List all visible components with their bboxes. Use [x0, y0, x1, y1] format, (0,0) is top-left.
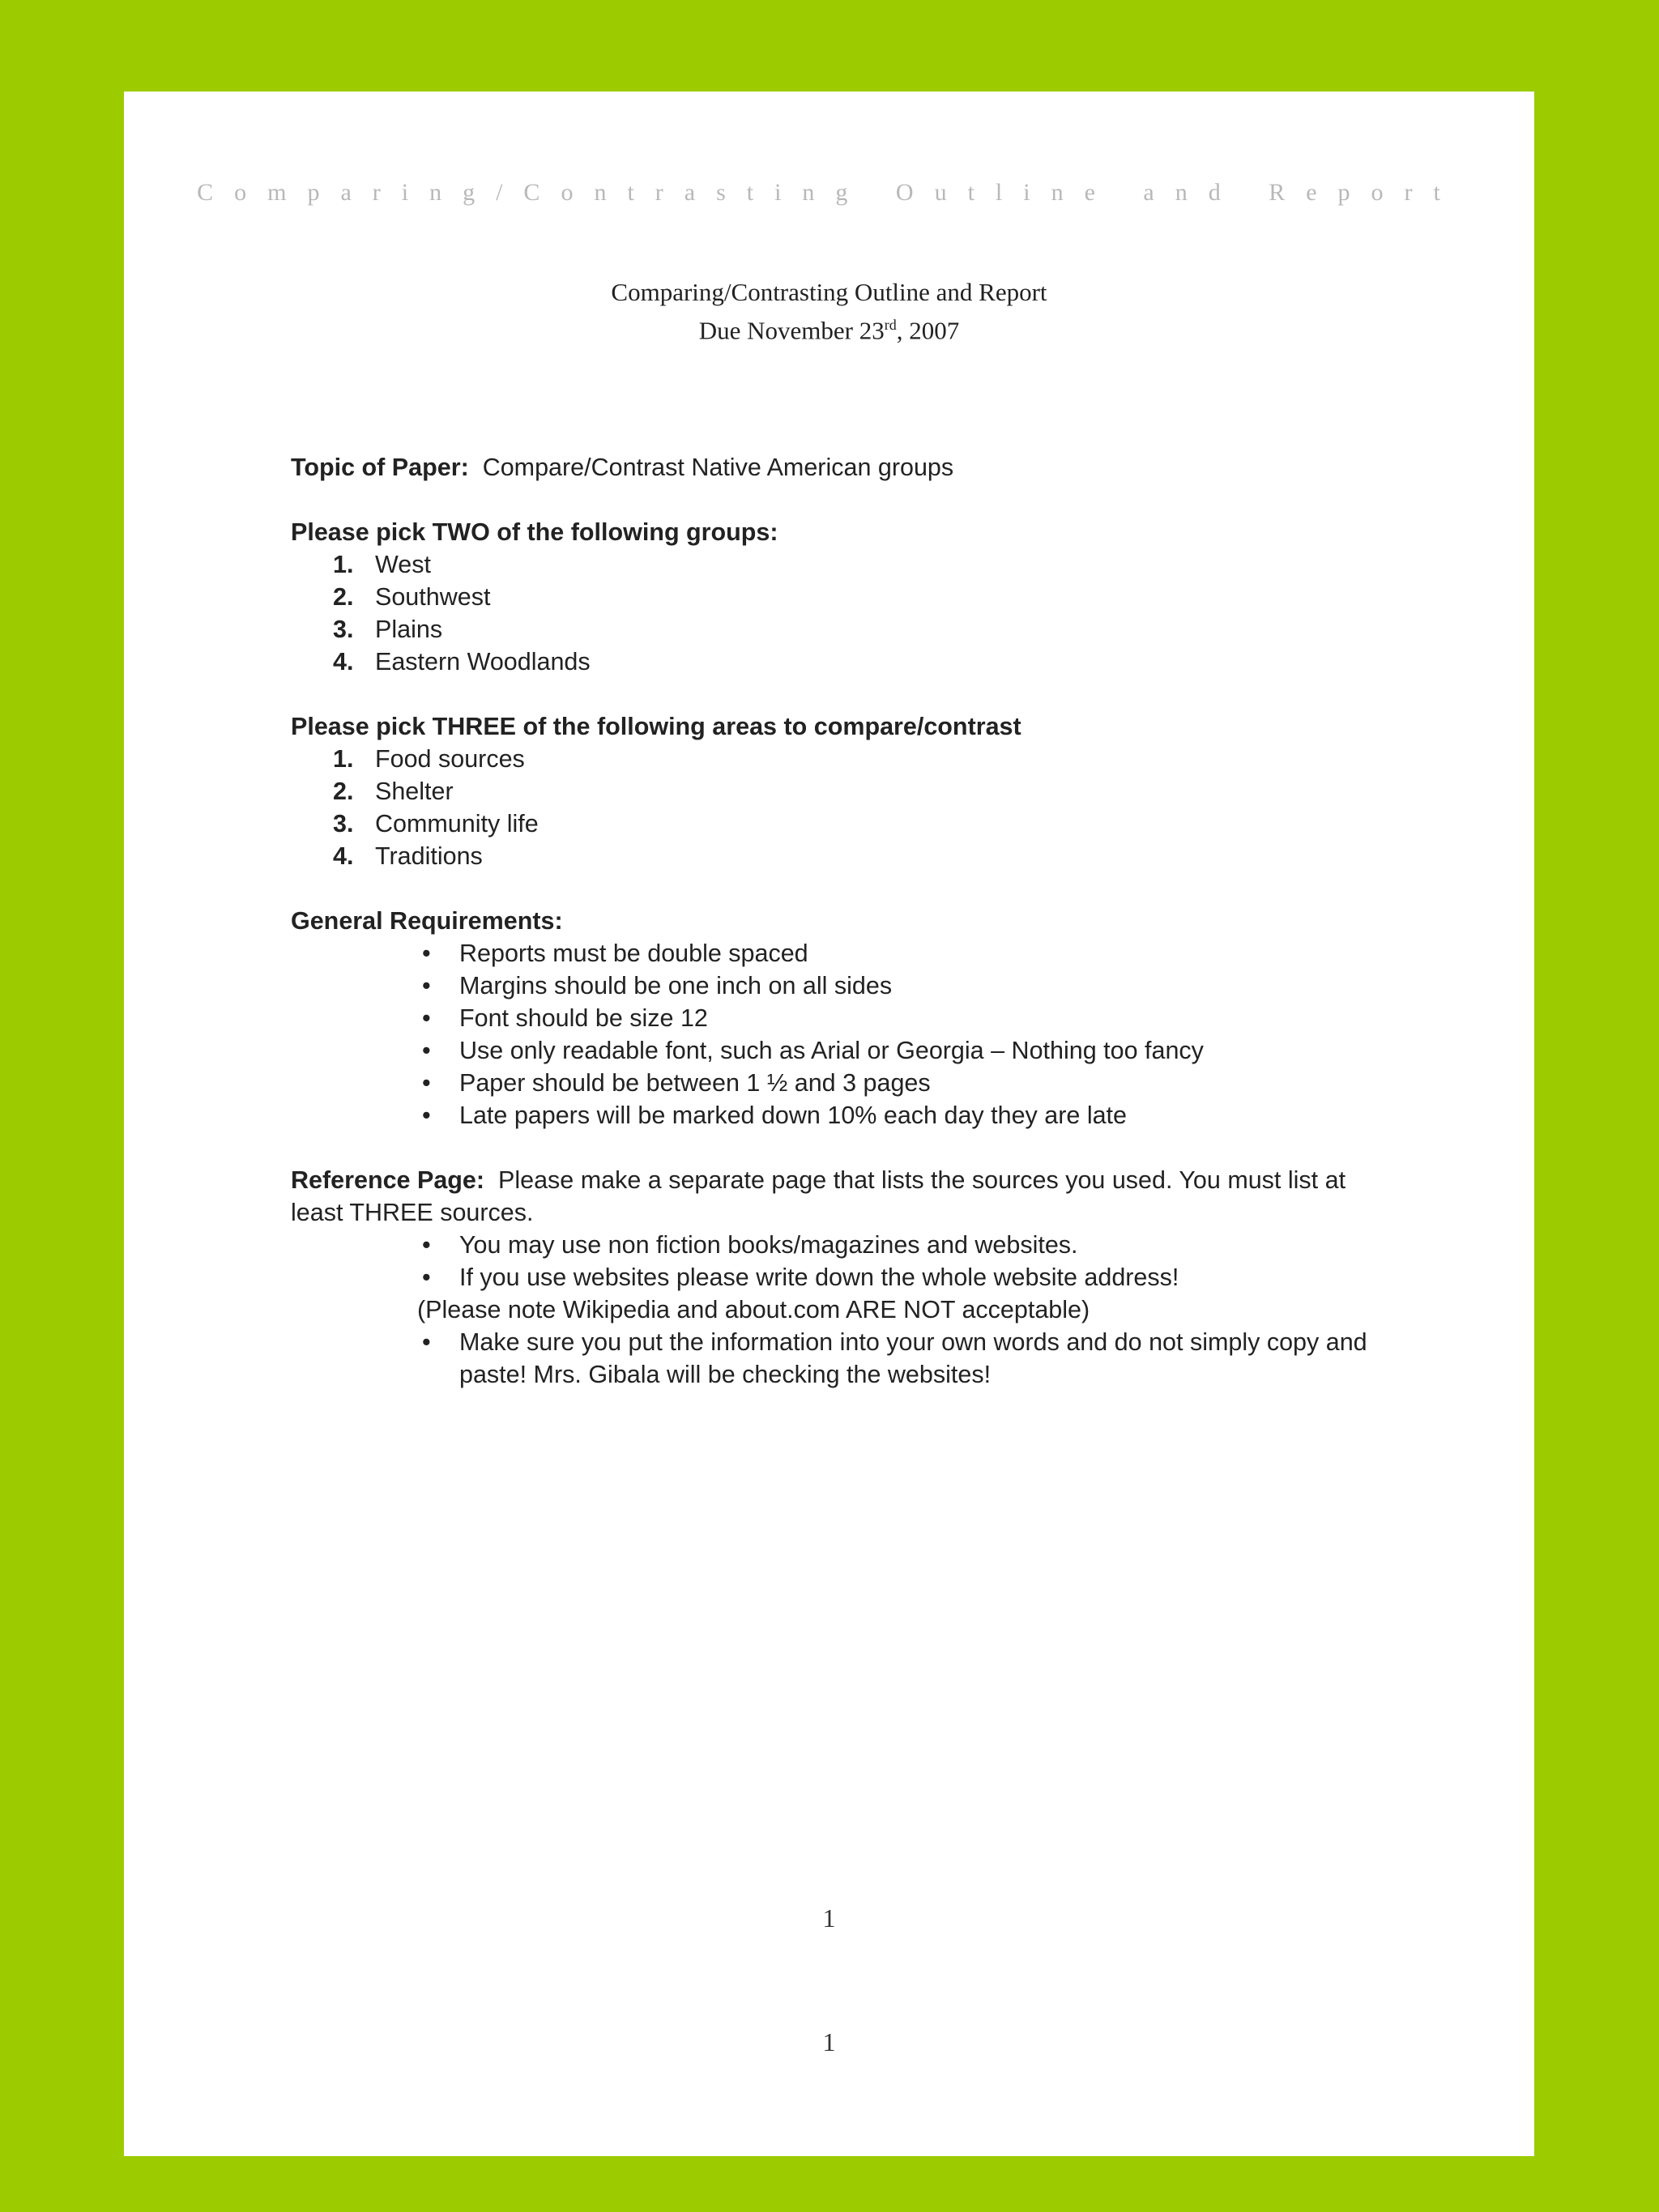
list-item: • Use only readable font, such as Arial or Georgia – Nothing too fancy [291, 1034, 1384, 1067]
due-date-suffix: , 2007 [896, 316, 960, 345]
list-item: • You may use non fiction books/magazines and websites. [417, 1229, 1384, 1261]
item-number: 4. [333, 648, 354, 676]
item-text: Plains [375, 616, 443, 643]
title-line: Comparing/Contrasting Outline and Report [611, 278, 1047, 306]
list-item [291, 775, 1384, 808]
faded-header-text: Comparing/Contrasting Outline and Report [197, 179, 1461, 206]
due-date-sup: rd [884, 317, 897, 333]
list-item: • Paper should be between 1 ½ and 3 pages [291, 1067, 1384, 1099]
list-item [291, 840, 1384, 872]
list-item [291, 743, 1384, 775]
topic-text: Compare/Contrast Native American groups [482, 454, 954, 481]
list-item: • Margins should be one inch on all sides [291, 970, 1384, 1002]
requirements-section [291, 905, 1384, 1132]
document-page [124, 92, 1534, 2156]
list-item: • Font should be size 12 [291, 1002, 1384, 1034]
list-item [291, 808, 1384, 840]
groups-list [291, 548, 1384, 678]
list-item [291, 581, 1384, 613]
item-text: Eastern Woodlands [375, 648, 591, 676]
list-item [291, 548, 1384, 581]
reference-section [291, 1164, 1384, 1391]
areas-section [291, 710, 1384, 872]
reference-intro [291, 1164, 1384, 1229]
wikipedia-note: (Please note Wikipedia and about.com ARE NOT acceptable) [417, 1296, 1090, 1323]
groups-section [291, 516, 1384, 678]
page-number: 1 [822, 1903, 836, 1933]
list-item: • Reports must be double spaced [291, 937, 1384, 970]
due-date-prefix: Due November 23 [698, 316, 885, 345]
list-item [291, 613, 1384, 646]
item-text: Shelter [375, 778, 454, 805]
reference-label: Reference Page: [291, 1166, 485, 1194]
topic-section [291, 451, 1384, 484]
due-date-line [124, 309, 1534, 347]
groups-heading: Please pick TWO of the following groups: [291, 518, 778, 546]
item-number: 2. [333, 778, 354, 805]
document-body [291, 451, 1384, 1391]
list-item: • Late papers will be marked down 10% each day they are late [291, 1099, 1384, 1132]
areas-heading: Please pick THREE of the following areas to compare/contrast [291, 713, 1021, 740]
item-number: 1. [333, 551, 354, 578]
reference-notes [291, 1229, 1384, 1391]
item-text: Southwest [375, 583, 491, 611]
item-text: Food sources [375, 745, 525, 773]
list-item [291, 646, 1384, 678]
item-text: Community life [375, 810, 539, 837]
areas-list [291, 743, 1384, 872]
list-item: • Make sure you put the information into your own words and do not simply copy and paste! Mrs. Gibala will be checking the websites! [417, 1326, 1384, 1391]
item-number: 3. [333, 810, 354, 837]
item-text: Traditions [375, 842, 483, 870]
item-text: West [375, 551, 431, 578]
document-title [124, 276, 1534, 347]
item-number: 2. [333, 583, 354, 611]
list-item: • If you use websites please write down the whole website address! [417, 1261, 1384, 1294]
topic-label: Topic of Paper: [291, 454, 469, 481]
page-number: 1 [822, 2027, 836, 2056]
item-number: 4. [333, 842, 354, 870]
item-number: 3. [333, 616, 354, 643]
reference-text: Please make a separate page that lists the sources you used. You must list at least THREE sources. [291, 1166, 1346, 1226]
requirements-heading: General Requirements: [291, 907, 563, 935]
requirements-list [291, 937, 1384, 1132]
item-number: 1. [333, 745, 354, 773]
